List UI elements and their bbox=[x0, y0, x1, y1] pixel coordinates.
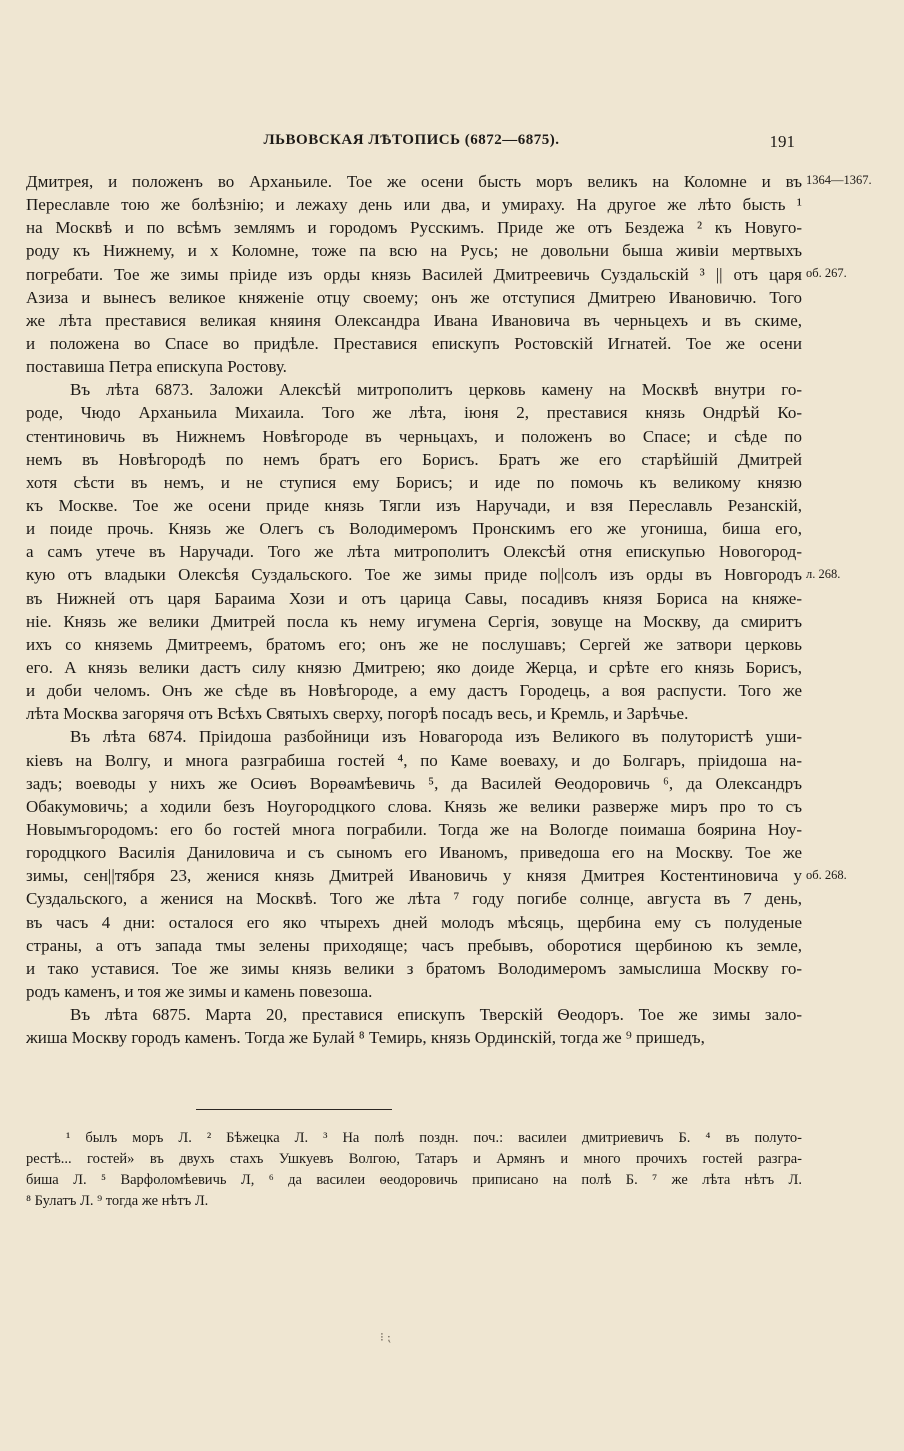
text-line: страны, а отъ запада тмы зелены приходяще; часъ пребывъ, оборотися щербиною къ земле, bbox=[26, 935, 802, 955]
footnotes bbox=[26, 1128, 802, 1212]
footnote-line: биша Л. ⁵ Варфоломѣевичь Л, ⁶ да василеи ѳеодоровичь приписано на полѣ Б. ⁷ же лѣта нѣтъ Л. bbox=[26, 1172, 802, 1188]
text-line: на Москвѣ и по всѣмъ землямъ и городомъ Русскимъ. Приде же отъ Бездежа ² къ Новуго- bbox=[26, 218, 802, 238]
paper-specks: ⁝ ⁏ bbox=[380, 1330, 391, 1344]
text-line: стентиновичь въ Нижнемъ Новѣгороде въ черньцахъ, и положенъ во Спасе; и сѣде по bbox=[26, 426, 802, 446]
text-line: къ Москве. Тое же осени приде князь Тягли изъ Наручади, и взя Переславль Резанскій, bbox=[26, 495, 802, 515]
running-title: ЛЬВОВСКАЯ ЛѢТОПИСЬ (6872—6875). bbox=[263, 132, 560, 148]
text-line: Въ лѣта 6873. Заложи Алексѣй митрополитъ церковь камену на Москвѣ внутри го- bbox=[70, 380, 802, 400]
text-line: и доби челомъ. Онъ же сѣде въ Новѣгороде, а ему дастъ Городець, а воя распусти. Того же bbox=[26, 681, 802, 701]
footnote-line: ¹ былъ моръ Л. ² Бѣжецка Л. ³ На полѣ поздн. поч.: василеи дмитриевичъ Б. ⁴ въ полуто- bbox=[66, 1130, 802, 1146]
text-line: зимы, сен||тября 23, женися князь Дмитрей Ивановичь у князя Дмитрея Костентиновича у bbox=[26, 866, 802, 886]
page-number: 191 bbox=[769, 132, 795, 151]
text-line: городцкого Василія Даниловича и съ сыномъ его Иваномъ, приведоша его на Москву. Тое же bbox=[26, 843, 802, 863]
text-line: и поиде прочь. Князь же Олегъ съ Володимеромъ Пронскимъ его же угониша, биша его, bbox=[26, 519, 802, 539]
margin-note: 1364—1367. bbox=[806, 173, 872, 187]
text-line: въ часъ 4 дни: осталося его яко чтырехъ дней молодъ мѣсяць, щербина ему съ полуденые bbox=[26, 912, 802, 932]
text-line: Въ лѣта 6874. Пріидоша разбойници изъ Новагорода изъ Великого въ полутористѣ уши- bbox=[70, 727, 802, 747]
chronicle-text bbox=[26, 170, 802, 1049]
margin-note: об. 268. bbox=[806, 867, 847, 882]
text-line: Суздальского, а женися на Москвѣ. Того же лѣта ⁷ году погибе солнце, августа въ 7 день, bbox=[26, 889, 802, 909]
text-line: и тако уставися. Тое же зимы князь велики з братомъ Володимеромъ замыслиша Москву го- bbox=[26, 958, 802, 978]
text-line: Въ лѣта 6875. Марта 20, преставися епискупъ Тверскій Ѳеодоръ. Тое же зимы зало- bbox=[70, 1005, 802, 1025]
footnote-line: рестѣ... гостей» въ двухъ стахъ Ушкуевъ Волгою, Татаръ и Армянъ и много прочихъ гостей разгра- bbox=[26, 1151, 802, 1167]
text-line: задъ; воеводы у нихъ же Осиѳъ Ворѳамѣевичь ⁵, да Василей Ѳеодоровичь ⁶, да Олександръ bbox=[26, 773, 802, 793]
text-line: же лѣта преставися великая княиня Олександра Ивана Ивановича въ черньцехъ и въ скиме, bbox=[26, 310, 802, 330]
text-line: и положена во Спасе во придѣле. Преставися епискупъ Ростовскій Игнатей. Тое же осени bbox=[26, 333, 802, 353]
footnote-line: ⁸ Булатъ Л. ⁹ тогда же нѣтъ Л. bbox=[26, 1193, 209, 1209]
text-line: Обакумовичь; а ходили безъ Ноугородцкого слова. Князь же велики разверже миръ про то съ bbox=[26, 796, 802, 816]
text-line: роду къ Нижнему, и х Коломне, тоже па всю на Русь; не довольни быша живіи мертвыхъ bbox=[26, 241, 802, 261]
text-line: родъ каменъ, и тоя же зимы и камень повезоша. bbox=[26, 981, 373, 1001]
text-line: лѣта Москва загорячя отъ Всѣхъ Святыхъ сверху, погорѣ посадъ весь, и Кремль, и Зарѣчье. bbox=[26, 704, 689, 724]
text-line: ніе. Князь же велики Дмитрей посла къ нему игумена Сергія, зовуще на Москву, да смиритъ bbox=[26, 611, 802, 631]
text-line: Дмитрея, и положенъ во Арханьиле. Тое же осени бысть моръ великъ на Коломне и въ bbox=[26, 172, 802, 191]
text-line: хотя сѣсти въ немъ, и не ступися ему Борисъ; и иде по помочь къ великому князю bbox=[26, 472, 802, 492]
text-line: жиша Москву городъ каменъ. Тогда же Булай ⁸ Темирь, князь Ординскій, тогда же ⁹ пришедъ, bbox=[26, 1028, 705, 1048]
page-header bbox=[28, 132, 795, 156]
text-line: кіевъ на Волгу, и многа разграбиша гостей ⁴, по Каме воеваху, и до Болгаръ, пріидоша на- bbox=[26, 750, 802, 770]
text-line: Переславле тою же болѣзнію; и лежаху день или два, и умираху. На другое же лѣто бысть ¹ bbox=[26, 195, 802, 215]
text-line: поставиша Петра епискупа Ростову. bbox=[26, 357, 287, 377]
margin-note: л. 268. bbox=[806, 566, 841, 581]
footnote-rule bbox=[196, 1109, 392, 1110]
margin-note: об. 267. bbox=[806, 265, 847, 280]
text-line: его. А князь велики дастъ силу князю Дмитрею; яко доиде Жерца, и срѣте его князь Борисъ, bbox=[26, 657, 802, 677]
text-line: ихъ со княземь Дмитреемъ, братомъ его; онъ же не послушавъ; Сергей же затвори церковь bbox=[26, 634, 802, 654]
text-line: кую отъ владыки Олексѣя Суздальского. Тое же зимы приде по||солъ изъ орды въ Новгородъ bbox=[26, 565, 802, 585]
text-line: погребати. Тое же зимы пріиде изъ орды князь Василей Дмитреевичь Суздальскій ³ || отъ царя bbox=[26, 264, 802, 284]
text-line: немъ въ Новѣгородѣ по немъ братъ его Борисъ. Братъ же его старѣйшій Дмитрей bbox=[26, 449, 802, 469]
text-line: въ Нижней отъ царя Бараима Хози и отъ царица Савы, посадивъ князя Бориса на княже- bbox=[26, 588, 802, 608]
text-line: роде, Чюдо Арханьила Михаила. Того же лѣта, іюня 2, преставися князь Ондрѣй Ко- bbox=[26, 403, 802, 423]
text-line: а самъ утече въ Наручади. Того же лѣта митрополитъ Олексѣй отня епискупью Новогород- bbox=[26, 542, 802, 562]
text-line: Азиза и вынесъ великое княженіе отцу своему; онъ же отступися Дмитрею Ивановичю. Того bbox=[26, 287, 802, 307]
text-line: Новымъгородомъ: его бо гостей многа пограбили. Тогда же на Вологде поимаша боярина Ноу- bbox=[26, 819, 802, 839]
